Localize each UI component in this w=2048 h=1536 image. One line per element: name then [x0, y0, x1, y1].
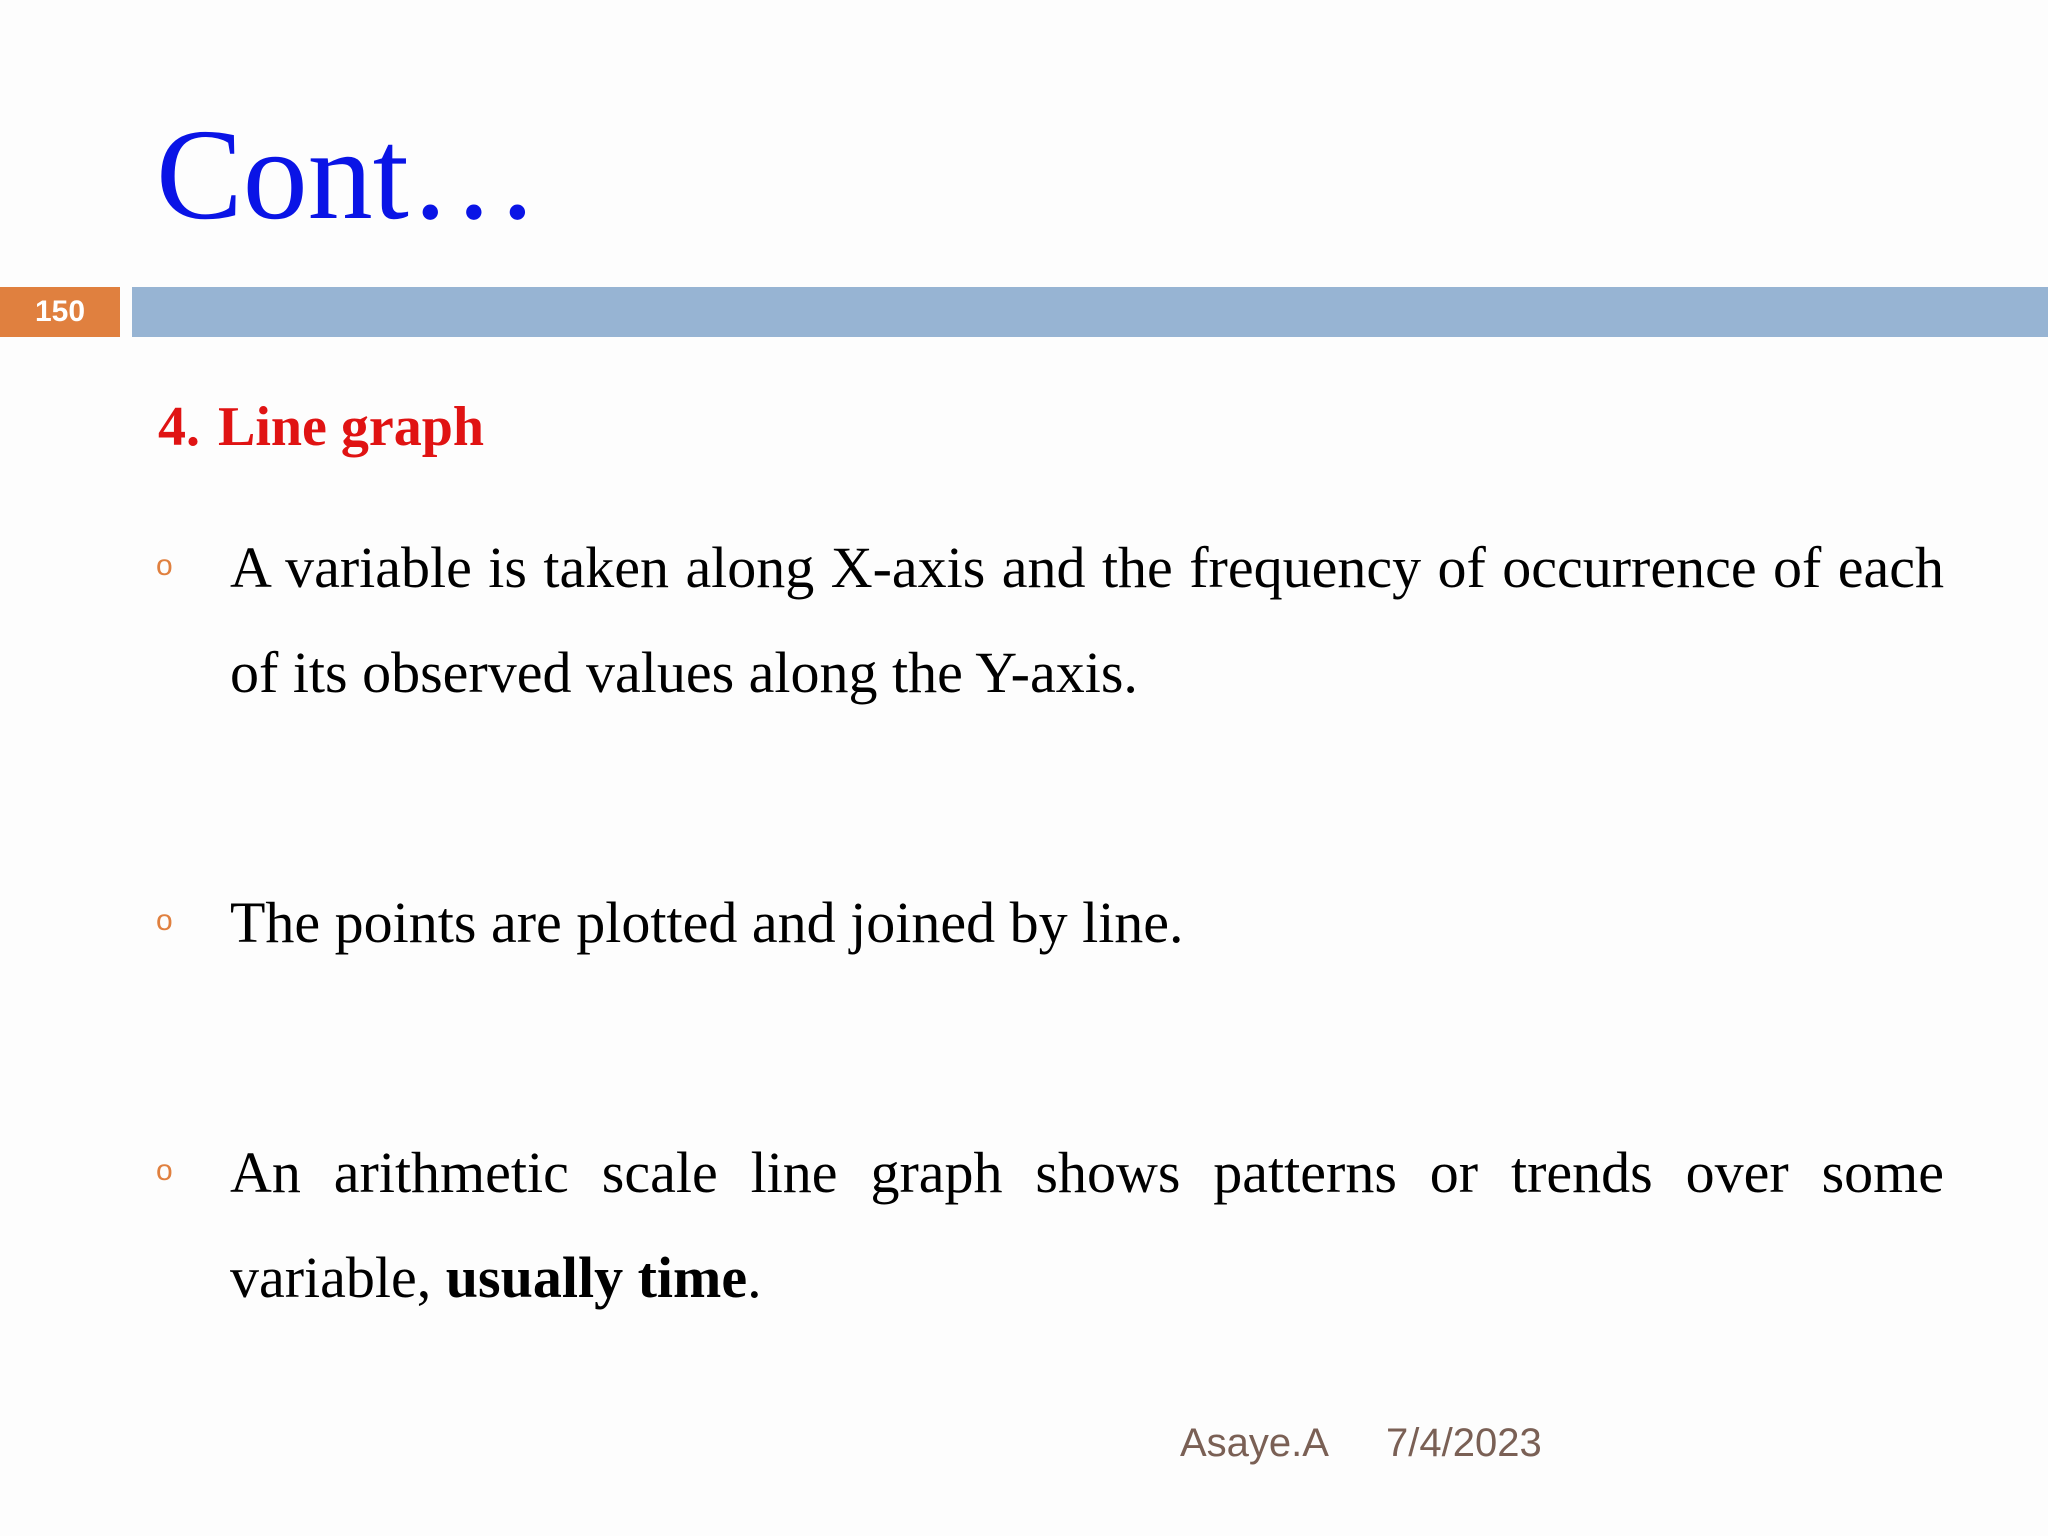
bullet-text-1: A variable is taken along X-axis and the frequency of occurrence of each of its observed values along the Y-axis.: [230, 535, 1944, 705]
bullet-marker-icon: o: [156, 904, 173, 937]
section-number: 4.: [158, 396, 200, 458]
slide-title: Cont…: [156, 103, 539, 247]
slide-number-badge: 150: [0, 287, 120, 337]
bullet-text-3: [230, 1120, 1944, 1330]
bullet-text-3-bold: usually time: [445, 1245, 748, 1310]
footer-date: 7/4/2023: [1386, 1421, 1542, 1465]
bullet-text-3-end: .: [747, 1245, 762, 1310]
bullet-text-2: The points are plotted and joined by line.: [230, 890, 1184, 955]
section-heading-text: Line graph: [218, 396, 485, 458]
bullet-text-3-plain: An arithmetic scale line graph shows patterns or trends over some variable,: [230, 1140, 1944, 1310]
header-bar: [132, 287, 2048, 337]
footer-author: Asaye.A: [1180, 1421, 1329, 1465]
bullet-marker-icon: o: [156, 549, 173, 582]
section-heading: [158, 392, 484, 462]
bullet-marker-icon: o: [156, 1154, 173, 1187]
